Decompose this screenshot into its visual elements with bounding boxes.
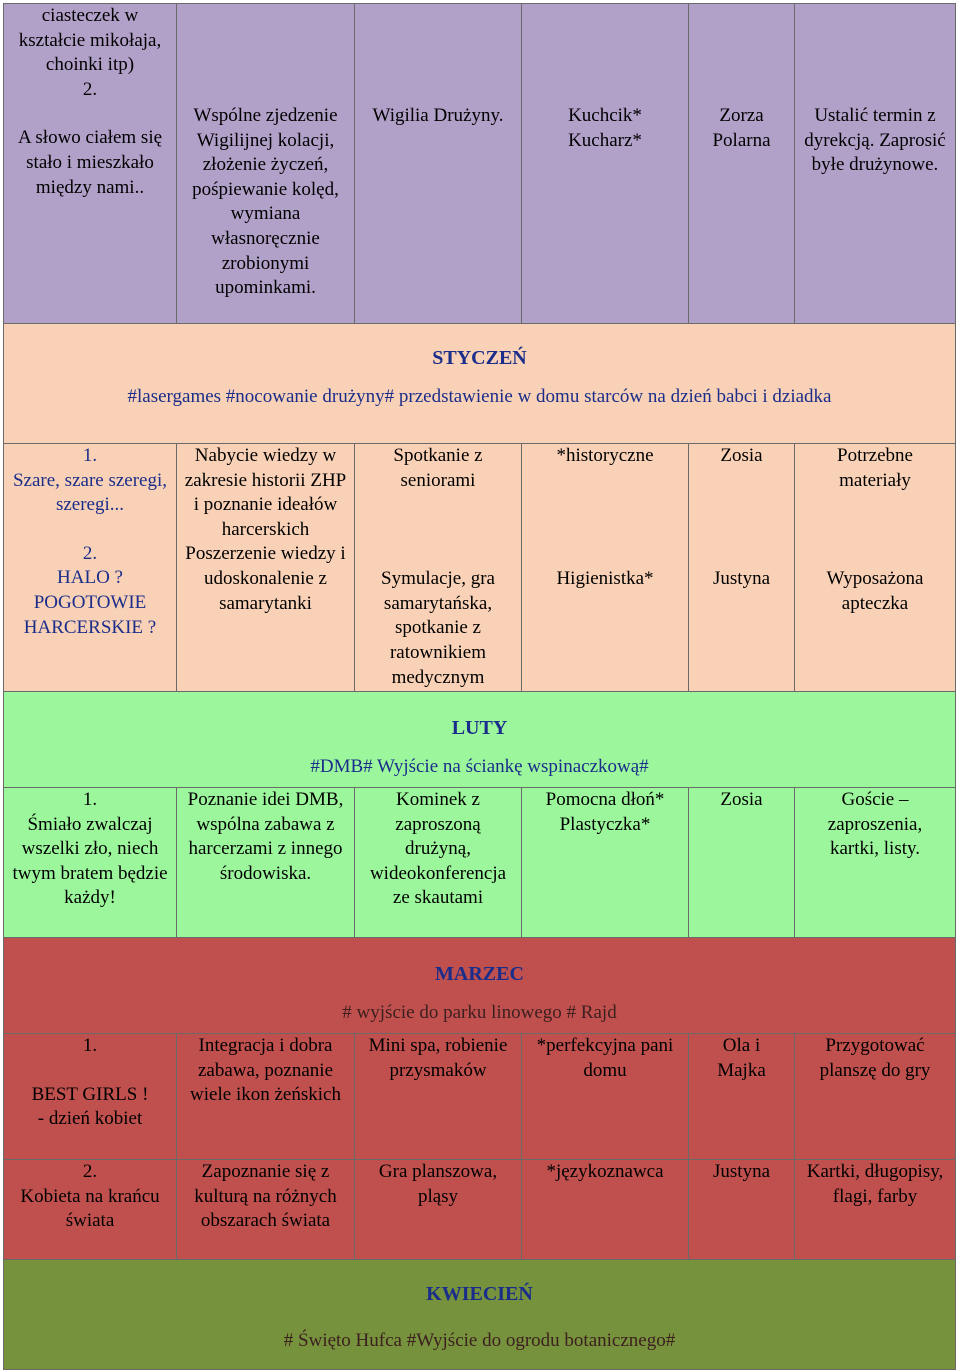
january-goal-2: Poszerzenie wiedzy i udoskonalenie z samarytanki xyxy=(185,543,346,614)
march-1-topic-number: 1. xyxy=(82,1035,98,1056)
december-notes: Ustalić termin z dyrekcją. Zaprosić byłe drużynowe. xyxy=(804,105,946,176)
january-topic-2-number: 2. xyxy=(82,542,98,564)
april-tags: # Święto Hufca #Wyjście do ogrodu botanicznego# xyxy=(283,1329,676,1351)
february-form-cell xyxy=(355,788,522,938)
february-badge-cell xyxy=(522,788,689,938)
january-notes-1: Potrzebne materiały xyxy=(837,445,913,491)
december-badge-2: Kucharz* xyxy=(568,129,642,151)
march-2-topic-title: Kobieta na krańcu świata xyxy=(20,1185,160,1232)
december-topic-continued: ciasteczek w kształcie mikołaja, choinki itp) xyxy=(18,5,162,76)
march-1-goal: Integracja i dobra zabawa, poznanie wiele ikon żeńskich xyxy=(190,1035,341,1106)
december-topic-title: A słowo ciałem się stało i mieszkało między nami.. xyxy=(17,127,163,198)
december-responsible-cell xyxy=(689,4,795,324)
march-month-name: MARZEC xyxy=(435,963,524,985)
december-row xyxy=(4,4,956,324)
march-2-notes: Kartki, długopisy, flagi, farby xyxy=(806,1161,944,1207)
february-month-name: LUTY xyxy=(451,717,508,739)
april-month-name: KWIECIEŃ xyxy=(426,1283,533,1305)
january-responsible-1: Zosia xyxy=(720,445,763,466)
march-2-form: Gra planszowa, pląsy xyxy=(378,1161,498,1207)
january-notes-cell xyxy=(795,444,956,692)
february-badge-2: Plastyczka* xyxy=(559,813,651,835)
march-tags: # wyjście do parku linowego # Rajd xyxy=(342,1001,617,1023)
december-form-cell xyxy=(355,4,522,324)
december-goal: Wspólne zjedzenie Wigilijnej kolacji, złożenie życzeń, pośpiewanie kolęd, wymiana własnoręcznie zrobionymi upominkami. xyxy=(192,105,339,299)
january-badge-2: Higienistka* xyxy=(556,567,654,589)
december-topic-number: 2. xyxy=(82,78,98,100)
march-2-responsible: Justyna xyxy=(713,1161,770,1182)
december-badge-1: Kuchcik* xyxy=(568,105,642,126)
march-1-responsible-a: Ola i xyxy=(722,1035,761,1056)
march-row-1 xyxy=(4,1034,956,1160)
february-notes: Goście – zaproszenia, kartki, listy. xyxy=(827,789,923,860)
march-2-goal: Zapoznanie się z kulturą na różnych obszarach świata xyxy=(194,1161,337,1232)
march-1-responsible-b: Majka xyxy=(717,1059,766,1081)
march-1-notes: Przygotować planszę do gry xyxy=(819,1035,931,1081)
january-badge-cell xyxy=(522,444,689,692)
march-2-topic-number: 2. xyxy=(82,1161,98,1182)
february-header-row xyxy=(4,692,956,788)
february-form: Kominek z zaproszoną drużyną, wideokonferencja ze skautami xyxy=(369,789,507,909)
january-goal-1: Nabycie wiedzy w zakresie historii ZHP i poznanie ideałów harcerskich xyxy=(184,445,347,540)
january-topic-1-title: Szare, szare szeregi, szeregi... xyxy=(12,469,167,516)
january-topic-2-title-b: POGOTOWIE HARCERSKIE ? xyxy=(23,591,157,638)
march-1-goal-cell xyxy=(177,1034,355,1160)
february-responsible: Zosia xyxy=(720,789,763,810)
march-1-notes-cell xyxy=(795,1034,956,1160)
march-header-row xyxy=(4,938,956,1034)
december-topic-cell xyxy=(4,4,177,324)
february-badge-1: Pomocna dłoń* xyxy=(545,789,665,810)
march-2-responsible-cell xyxy=(689,1160,795,1260)
march-1-topic-cell xyxy=(4,1034,177,1160)
february-goal-cell xyxy=(177,788,355,938)
january-month-name: STYCZEŃ xyxy=(432,347,527,369)
december-notes-cell xyxy=(795,4,956,324)
march-1-topic-subtitle: - dzień kobiet xyxy=(37,1108,143,1130)
january-topic-1-number: 1. xyxy=(82,445,98,466)
december-badge-cell xyxy=(522,4,689,324)
january-responsible-2: Justyna xyxy=(713,567,770,589)
march-1-topic-title: BEST GIRLS ! xyxy=(31,1083,149,1105)
january-form-1: Spotkanie z seniorami xyxy=(393,445,483,491)
december-goal-cell xyxy=(177,4,355,324)
plan-table xyxy=(3,3,956,1370)
march-2-goal-cell xyxy=(177,1160,355,1260)
march-2-form-cell xyxy=(355,1160,522,1260)
january-badge-1: *historyczne xyxy=(556,445,654,466)
december-responsible-2: Polarna xyxy=(712,129,771,151)
february-goal: Poznanie idei DMB, wspólna zabawa z harcerzami z innego środowiska. xyxy=(187,789,344,884)
february-responsible-cell xyxy=(689,788,795,938)
march-2-badge: *językoznawca xyxy=(546,1161,664,1182)
january-topic-2-title-a: HALO ? xyxy=(57,567,123,589)
january-form-cell xyxy=(355,444,522,692)
january-notes-2: Wyposażona apteczka xyxy=(826,568,924,614)
march-2-topic-cell xyxy=(4,1160,177,1260)
march-1-badge: *perfekcyjna pani domu xyxy=(536,1035,674,1081)
february-notes-cell xyxy=(795,788,956,938)
february-topic-cell xyxy=(4,788,177,938)
march-1-responsible-cell xyxy=(689,1034,795,1160)
february-topic-title: Śmiało zwalczaj wszelki zło, niech twym bratem będzie każdy! xyxy=(12,813,168,909)
january-header-row xyxy=(4,324,956,444)
april-header-row xyxy=(4,1260,956,1370)
march-header-cell xyxy=(4,938,956,1034)
march-2-badge-cell xyxy=(522,1160,689,1260)
march-row-2 xyxy=(4,1160,956,1260)
february-header-cell xyxy=(4,692,956,788)
february-tags: #DMB# Wyjście na ściankę wspinaczkową# xyxy=(310,755,649,777)
march-1-form-cell xyxy=(355,1034,522,1160)
march-1-form: Mini spa, robienie przysmaków xyxy=(368,1035,508,1081)
january-topic-cell xyxy=(4,444,177,692)
april-header-cell xyxy=(4,1260,956,1370)
march-1-badge-cell xyxy=(522,1034,689,1160)
january-goal-cell xyxy=(177,444,355,692)
december-form: Wigilia Drużyny. xyxy=(372,105,504,126)
february-row xyxy=(4,788,956,938)
january-tags: #lasergames #nocowanie drużyny# przedstawienie w domu starców na dzień babci i dziadka xyxy=(127,385,832,407)
march-2-notes-cell xyxy=(795,1160,956,1260)
january-responsible-cell xyxy=(689,444,795,692)
december-responsible-1: Zorza xyxy=(719,105,764,126)
january-form-2: Symulacje, gra samarytańska, spotkanie z ratownikiem medycznym xyxy=(381,568,495,688)
january-header-cell xyxy=(4,324,956,444)
february-topic-number: 1. xyxy=(82,789,98,810)
january-row xyxy=(4,444,956,692)
